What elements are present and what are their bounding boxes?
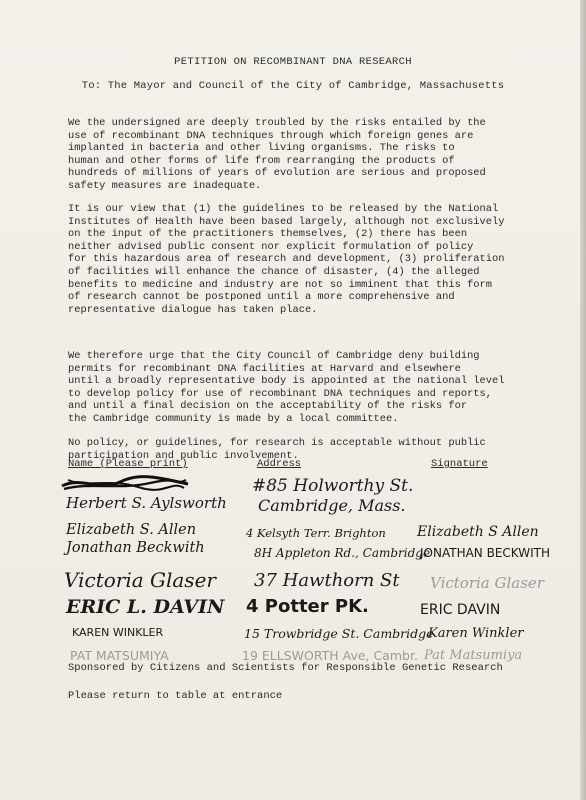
signer-address: 4 Kelsyth Terr. Brighton	[246, 526, 386, 540]
signer-name: Victoria Glaser	[64, 568, 216, 592]
paragraph-views	[68, 203, 568, 316]
addressee-line: To: The Mayor and Council of the City of Cambridge, Massachusetts	[81, 80, 505, 92]
text-line: until a broadly representative body is appointed at the national level	[68, 375, 505, 388]
text-line: permits for recombinant DNA facilities at Harvard and elsewhere	[68, 362, 461, 375]
text-line: benefits to medicine and industry are not so imminent that this form	[68, 278, 493, 291]
signer-signature: JONATHAN BECKWITH	[420, 546, 550, 560]
text-line: to develop policy for use of recombinant DNA techniques and reports,	[68, 387, 493, 400]
signer-name: Herbert S. Aylsworth	[66, 494, 227, 512]
text-line: for this hazardous area of research and development, (3) proliferation	[68, 253, 505, 266]
signer-name: ERIC L. DAVIN	[66, 596, 225, 618]
signer-name: KAREN WINKLER	[72, 626, 164, 639]
signer-signature: Karen Winkler	[428, 626, 524, 641]
text-line: participation and public involvement.	[68, 449, 299, 462]
crossed-out-signature	[60, 474, 190, 494]
text-line: use of recombinant DNA techniques through which foreign genes are	[68, 129, 474, 142]
text-line: and until a final decision on the acceptability of the risks for	[68, 400, 468, 413]
return-note: Please return to table at entrance	[68, 690, 283, 702]
signer-address: 19 ELLSWORTH Ave, Cambr.	[242, 648, 418, 663]
column-header-address: Address	[257, 458, 302, 470]
signer-address: 4 Potter PK.	[246, 596, 369, 617]
column-header-signature: Signature	[431, 458, 488, 470]
text-line: human and other forms of life from rearranging the products of	[68, 154, 455, 167]
text-line: of research cannot be postponed until a more comprehensive and	[68, 291, 455, 304]
signer-address: 37 Hawthorn St	[254, 570, 400, 591]
text-line: safety measures are inadequate.	[68, 179, 262, 192]
signer-address: 15 Trowbridge St. Cambridge	[244, 626, 434, 641]
signer-signature: Victoria Glaser	[430, 574, 544, 592]
sponsor-line: Sponsored by Citizens and Scientists for Responsible Genetic Research	[68, 662, 503, 674]
text-line: of facilities will enhance the chance of disaster, (4) the alleged	[68, 265, 480, 278]
text-line: implanted in bacteria and other living organisms. The risks to	[68, 142, 455, 155]
text-line: It is our view that (1) the guidelines to be released by the National	[68, 203, 499, 215]
petition-title: PETITION ON RECOMBINANT DNA RESEARCH	[174, 56, 412, 68]
text-line: on the input of the practitioners themselves, (2) there has been	[68, 228, 468, 241]
paragraph-demands	[68, 350, 568, 426]
column-header-name: Name (Please print)	[68, 458, 188, 470]
text-line: No policy, or guidelines, for research is acceptable without public	[68, 437, 486, 449]
page-edge-shadow	[580, 0, 586, 800]
signer-address: 8H Appleton Rd., Cambridge	[254, 546, 431, 560]
text-line: the Cambridge community is made by a local committee.	[68, 412, 399, 425]
text-line: representative dialogue has taken place.	[68, 303, 318, 316]
paragraph-concerns	[68, 117, 568, 193]
text-line: We the undersigned are deeply troubled by the risks entailed by the	[68, 117, 486, 129]
signer-name: PAT MATSUMIYA	[70, 648, 169, 663]
text-line: Institutes of Health have been based largely, although not exclusively	[68, 215, 505, 228]
signer-signature: Elizabeth S Allen	[417, 524, 539, 540]
signer-address: Cambridge, Mass.	[258, 496, 406, 515]
text-line: neither advised public consent nor explicit formulation of policy	[68, 240, 474, 253]
signer-name: Jonathan Beckwith	[66, 540, 205, 556]
signer-name: Elizabeth S. Allen	[66, 522, 197, 538]
text-line: We therefore urge that the City Council of Cambridge deny building	[68, 350, 480, 362]
signer-address: #85 Holworthy St.	[252, 476, 414, 496]
signer-signature: Pat Matsumiya	[424, 648, 523, 663]
signer-signature: ERIC DAVIN	[420, 602, 501, 618]
text-line: hundreds of millions of years of evolution are serious and proposed	[68, 167, 486, 180]
